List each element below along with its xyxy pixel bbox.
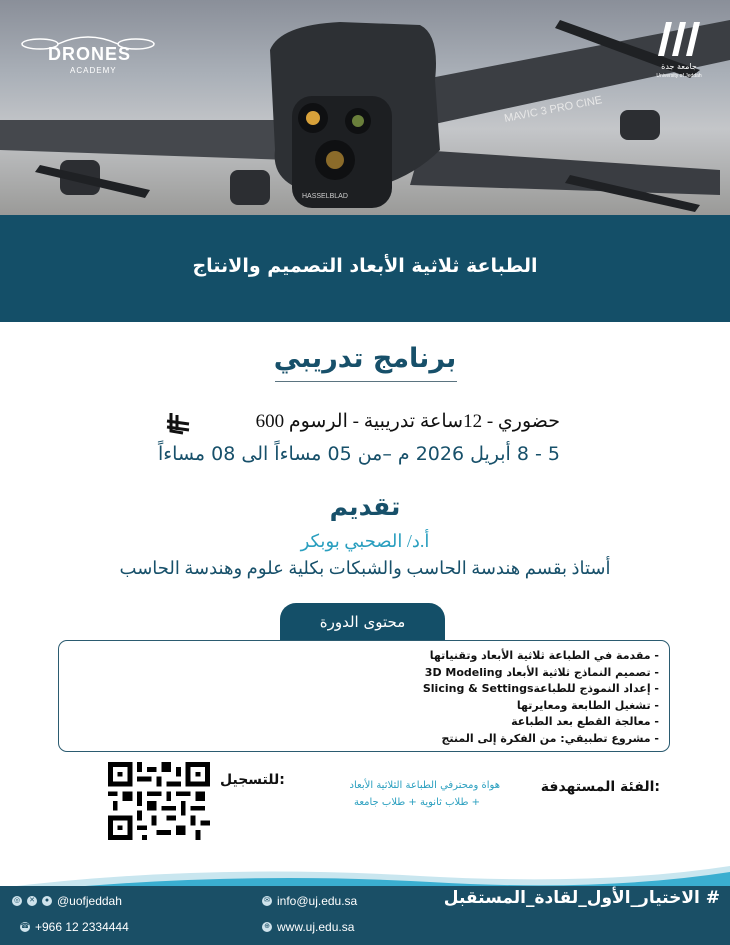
university-logo-icon: [648, 16, 710, 60]
website-url: www.uj.edu.sa: [277, 920, 355, 934]
course-content-tab: محتوى الدورة: [280, 603, 445, 641]
drones-academy-logo: [18, 22, 158, 82]
presenter-heading: تقديم: [329, 492, 401, 521]
phone-icon: ☎: [20, 923, 30, 930]
university-logo-english: University of Jeddah: [656, 73, 702, 79]
academy-logo-name: DRONES: [48, 44, 132, 64]
course-title: الطباعة ثلاثية الأبعاد التصميم والانتاج: [192, 255, 538, 277]
drone-model-text: MAVIC 3 PRO CINE: [503, 94, 604, 125]
phone-number: +966 12 2334444: [35, 920, 129, 934]
heading-underline: [275, 381, 457, 382]
social-handle: @uofjeddah: [57, 894, 122, 908]
snapchat-icon: ●: [42, 896, 52, 906]
list-item: - مشروع تطبيقي: من الفكرة إلى المنتج: [441, 731, 659, 745]
course-content-list: [69, 648, 659, 748]
instructor-name: أ.د/ الصحبي بوبكر: [300, 531, 430, 551]
email-icon: ✉: [262, 896, 272, 906]
course-content-box: [58, 640, 670, 752]
title-banner: [0, 215, 730, 322]
riyal-currency-icon: [163, 411, 193, 435]
academy-logo-sub: ACADEMY: [70, 66, 117, 75]
list-item: - معالجة القطع بعد الطباعة: [511, 715, 659, 729]
website-row[interactable]: [262, 920, 354, 934]
program-heading: برنامج تدريبي: [273, 343, 457, 374]
instructor-title: أستاذ بقسم هندسة الحاسب والشبكات بكلية علوم وهندسة الحاسب: [119, 558, 611, 578]
hero-drone-photo: [0, 0, 730, 215]
university-logo: [648, 16, 710, 80]
web-icon: ⊕: [262, 922, 272, 932]
instagram-icon: ◎: [13, 897, 21, 904]
list-item: - تصميم النماذج ثلاثية الأبعاد 3D Modeling: [424, 665, 659, 679]
email-address: info@uj.edu.sa: [277, 894, 358, 908]
social-handle-row[interactable]: [12, 894, 122, 908]
program-dates: 5 - 8 أبريل 2026 م –من 05 مساءاً الى 08 مساءاً: [157, 443, 560, 465]
footer-slogan: # الاختيار_الأول_لقادة_المستقبل: [443, 888, 720, 908]
email-row[interactable]: [262, 894, 357, 908]
qr-code[interactable]: [108, 762, 210, 840]
list-item: - تشغيل الطابعة ومعايرتها: [516, 698, 659, 712]
university-logo-arabic: جامعة جدة: [661, 62, 697, 71]
program-details: حضوري - 12ساعة تدريبية - الرسوم 600: [255, 411, 560, 432]
list-item: - مقدمة في الطباعة ثلاثية الأبعاد وتقنياتها: [429, 649, 659, 662]
audience-line-1: هواة ومحترفي الطباعة الثلاثية الأبعاد: [349, 780, 500, 791]
list-item: - إعداد النموذج للطباعةSlicing & Settings: [422, 682, 659, 696]
audience-line-2: + طلاب ثانوية + طلاب جامعة: [353, 797, 480, 808]
audience-label: الفئة المستهدفة:: [540, 779, 660, 795]
phone-row[interactable]: [20, 920, 129, 934]
x-icon: ✕: [27, 896, 37, 906]
register-label: للتسجيل:: [220, 772, 285, 788]
camera-brand-text: HASSELBLAD: [302, 193, 348, 200]
